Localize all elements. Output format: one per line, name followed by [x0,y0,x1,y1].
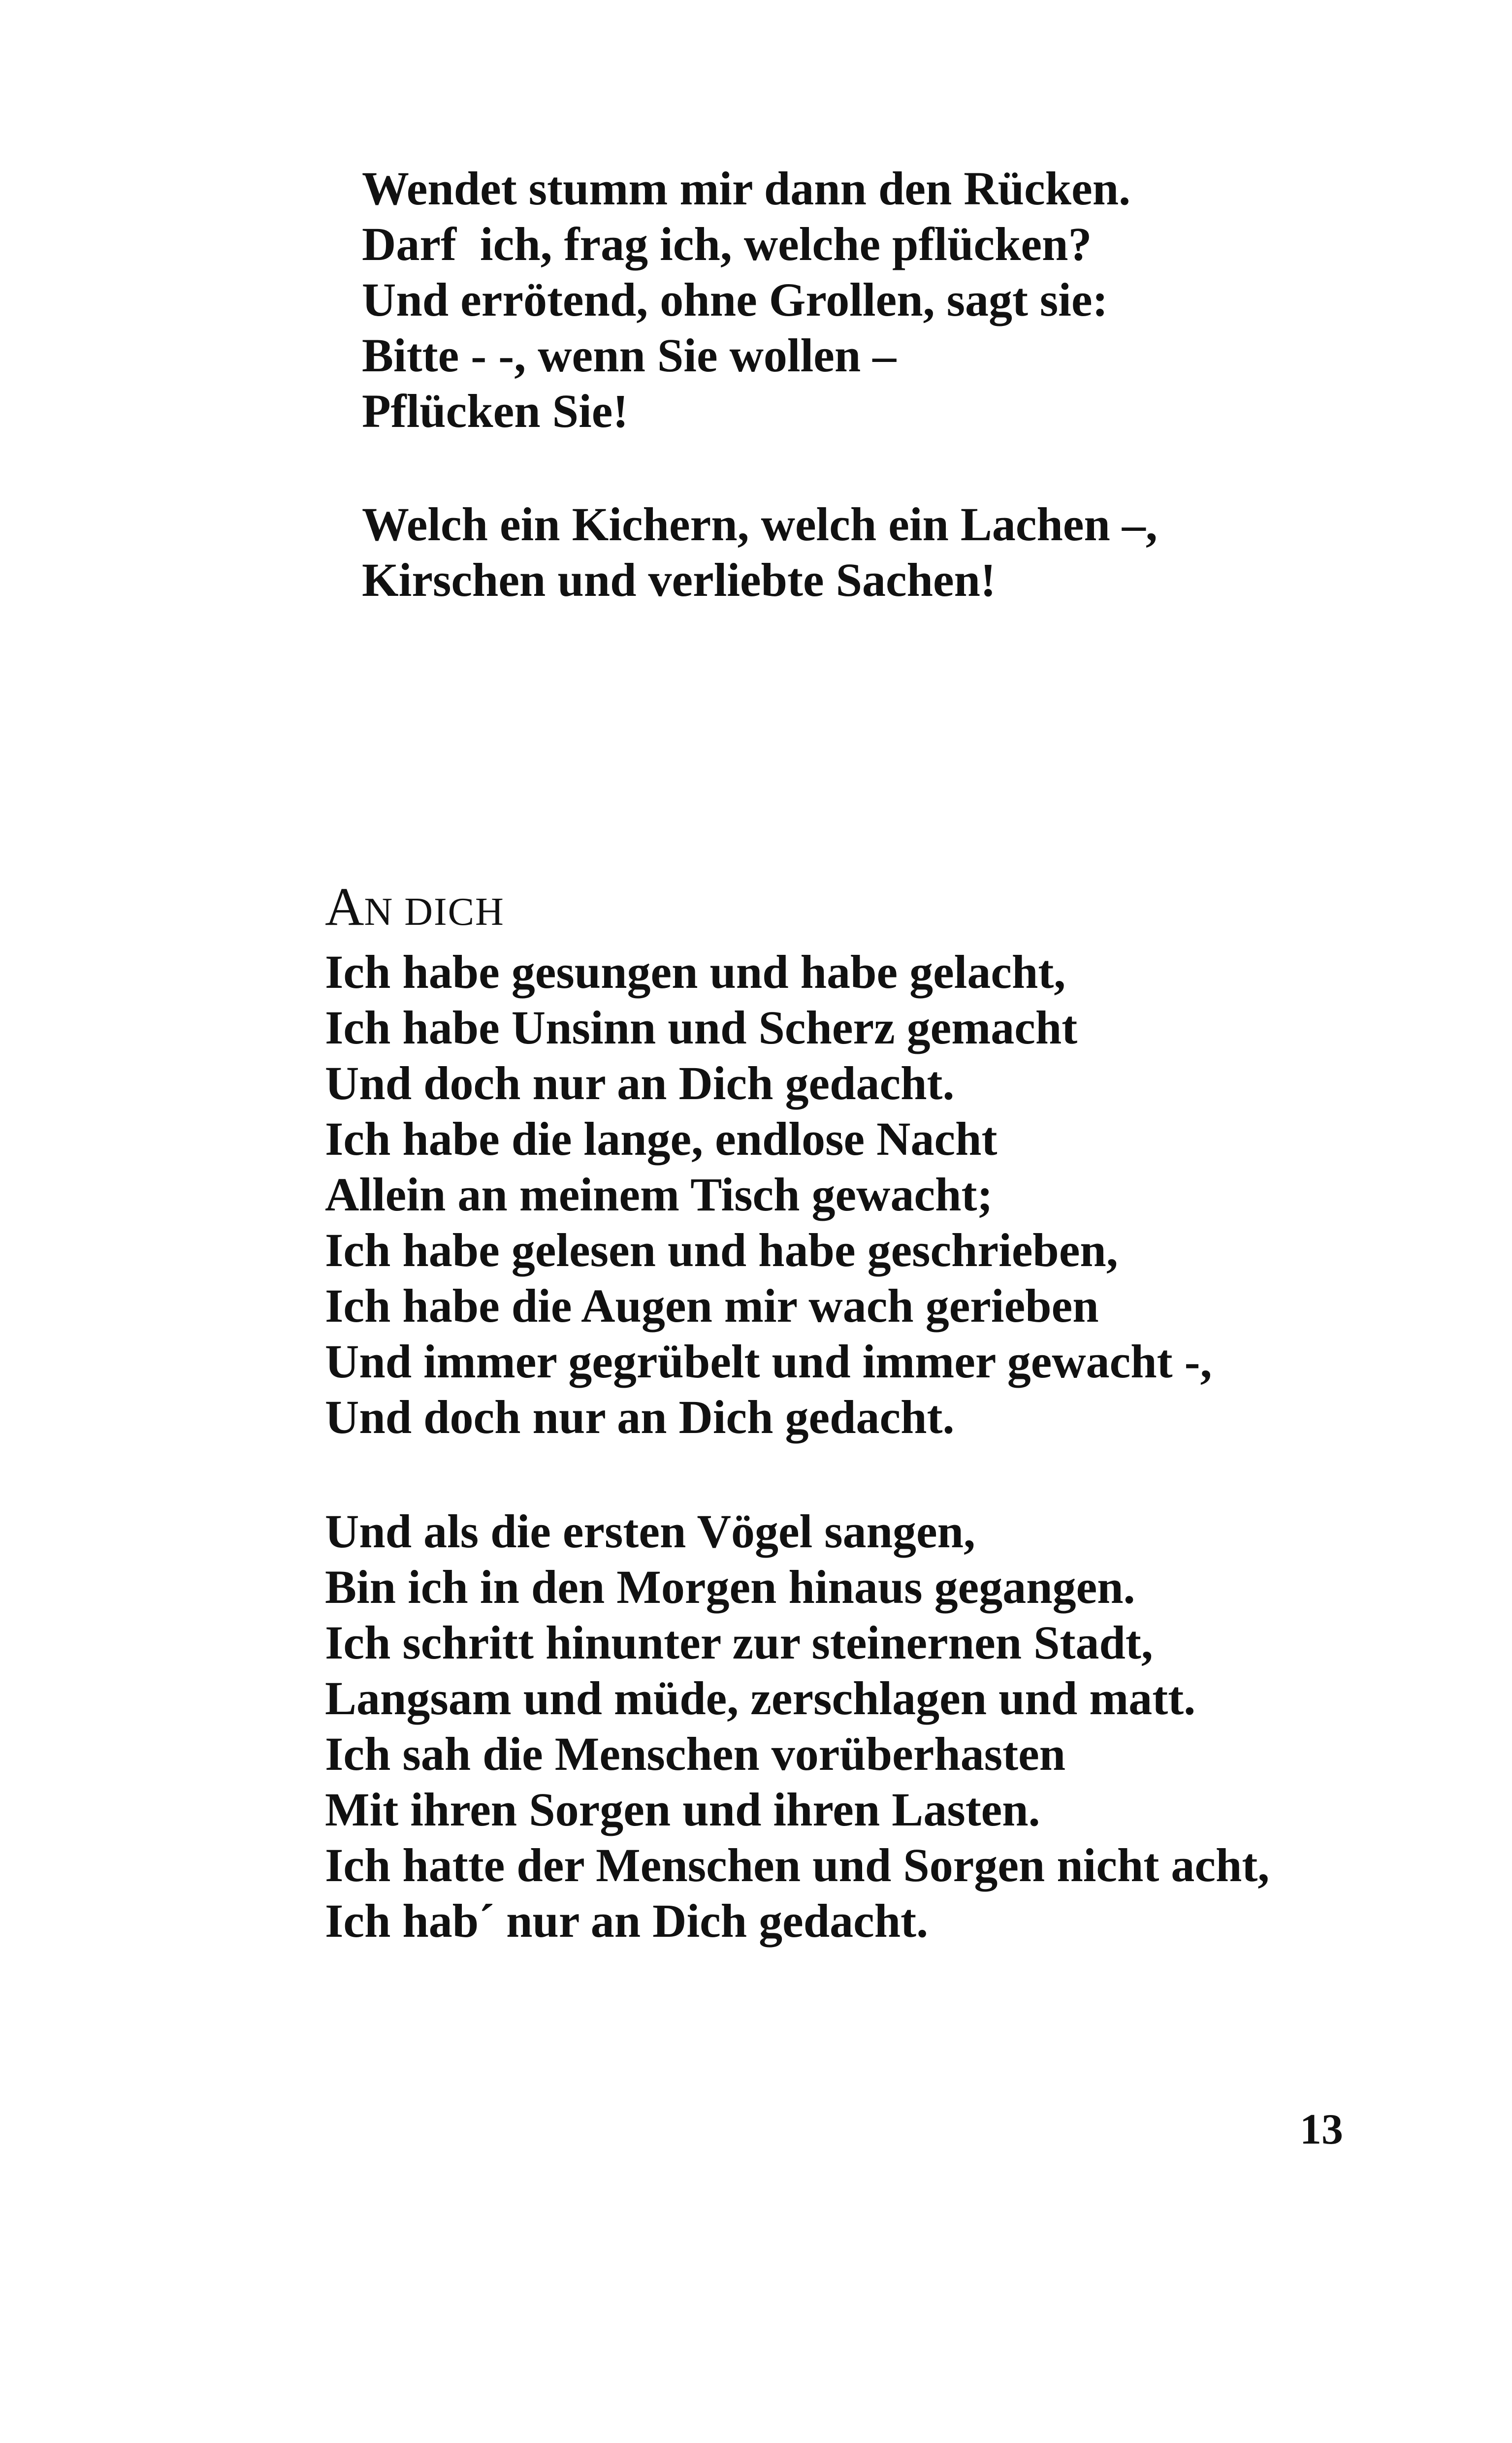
verse-line: Wendet stumm mir dann den Rücken. [362,162,1131,215]
verse-line: Langsam und müde, zerschlagen und matt. [325,1672,1196,1725]
verse-line: Und doch nur an Dich gedacht. [325,1391,955,1443]
verse-line: Ich habe gelesen und habe geschrieben, [325,1224,1118,1276]
verse-line: Ich habe die lange, endlose Nacht [325,1112,997,1165]
verse-line: Ich habe gesungen und habe gelacht, [325,945,1066,998]
verse-line: Und doch nur an Dich gedacht. [325,1057,955,1109]
verse-line: Ich sah die Menschen vorüberhasten [325,1727,1066,1780]
verse-line: Und errötend, ohne Grollen, sagt sie: [362,273,1108,326]
verse-line: Ich habe Unsinn und Scherz gemacht [325,1001,1078,1054]
verse-line: Welch ein Kichern, welch ein Lachen –, [362,498,1158,551]
poem-title-initial: A [325,877,364,937]
verse-line: Und als die ersten Vögel sangen, [325,1505,975,1558]
verse-line: Allein an meinem Tisch gewacht; [325,1168,993,1221]
poem-title [325,875,505,944]
previous-poem-stanza-2 [362,496,1158,608]
poem-stanza-2 [325,1503,1269,1949]
verse-line: Pflücken Sie! [362,385,629,437]
previous-poem-stanza-1 [362,161,1130,439]
page-number: 13 [1300,2106,1343,2153]
verse-line: Bin ich in den Morgen hinaus gegangen. [325,1561,1135,1613]
verse-line: Bitte - -, wenn Sie wollen – [362,329,897,382]
verse-line: Kirschen und verliebte Sachen! [362,554,996,606]
verse-line: Ich hab´ nur an Dich gedacht. [325,1894,929,1947]
verse-line: Ich habe die Augen mir wach gerieben [325,1279,1099,1332]
poem-stanza-1 [325,944,1212,1445]
verse-line: Darf ich, frag ich, welche pflücken? [362,218,1092,270]
poem-title-rest: N DICH [364,890,505,934]
verse-line: Ich schritt hinunter zur steinernen Stadt, [325,1616,1153,1669]
verse-line: Ich hatte der Menschen und Sorgen nicht acht, [325,1839,1270,1891]
verse-line: Mit ihren Sorgen und ihren Lasten. [325,1783,1040,1836]
verse-line: Und immer gegrübelt und immer gewacht -, [325,1335,1212,1388]
